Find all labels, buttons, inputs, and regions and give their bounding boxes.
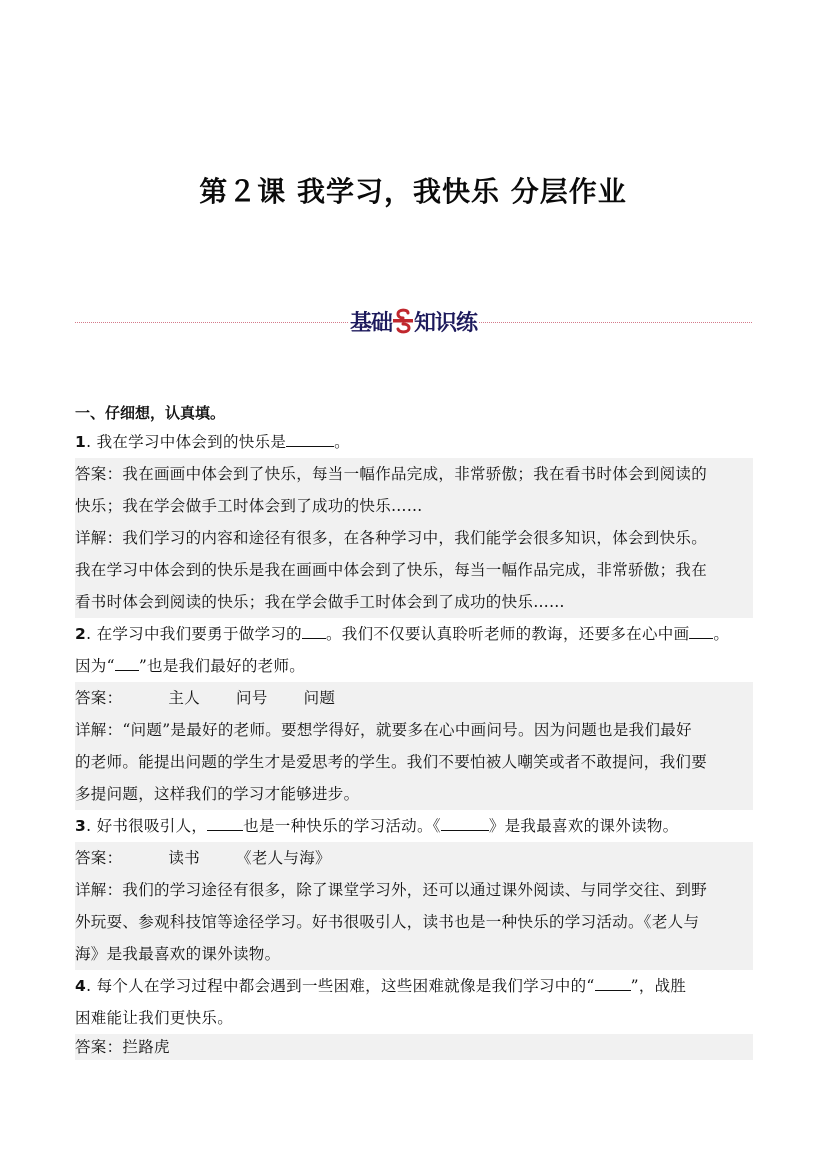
question-4-continued: 困难能让我们更快乐。	[75, 1009, 234, 1027]
answer-item: 《老人与海》	[236, 849, 331, 867]
explanation-line: 详解：我们学习的内容和途径有很多，在各种学习中，我们能学会很多知识，体会到快乐。	[75, 529, 708, 547]
answer-line	[75, 682, 753, 714]
explanation-line: 我在学习中体会到的快乐是我在画画中体会到了快乐，每当一幅作品完成，非常骄傲；我在	[75, 561, 708, 579]
question-4: 4. 每个人在学习过程中都会遇到一些困难，这些困难就像是我们学习中的“ ”，战胜	[75, 977, 687, 995]
answer-item: 主人	[168, 689, 201, 707]
answer-block-2	[75, 682, 753, 810]
answer-block-1	[75, 458, 753, 618]
fill-blank[interactable]	[115, 655, 139, 671]
ribbon-s-icon	[393, 308, 413, 334]
dotted-divider-left	[75, 322, 348, 323]
explanation-line: 海》是我最喜欢的课外读物。	[75, 945, 281, 963]
explanation-line: 多提问题，这样我们的学习才能够进步。	[75, 785, 360, 803]
fill-blank[interactable]	[302, 623, 326, 639]
answer-item: 问号	[236, 689, 268, 707]
answer-item: 拦路虎	[122, 1038, 170, 1056]
explanation-line: 详解：“问题”是最好的老师。要想学得好，就要多在心中画问号。因为问题也是我们最好	[75, 721, 692, 739]
fill-blank[interactable]	[689, 623, 713, 639]
answer-line	[75, 1034, 753, 1060]
explanation-line: 外玩耍、参观科技馆等途径学习。好书很吸引人，读书也是一种快乐的学习活动。《老人与	[75, 913, 700, 931]
answer-item: 问题	[303, 689, 336, 707]
answer-label: 答案：	[75, 689, 123, 707]
explanation-line: 详解：我们的学习途径有很多，除了课堂学习外，还可以通过课外阅读、与同学交往、到野	[75, 881, 708, 899]
answer-line	[75, 842, 753, 874]
fill-blank[interactable]	[441, 815, 489, 831]
banner-text-left: 基础	[349, 310, 392, 336]
page-title: 第２课 我学习，我快乐 分层作业	[199, 175, 627, 208]
answer-line: 快乐；我在学会做手工时体会到了成功的快乐……	[75, 497, 423, 515]
dotted-divider-right	[479, 322, 752, 323]
answer-block-4	[75, 1034, 753, 1060]
answer-line: 答案：我在画画中体会到了快乐，每当一幅作品完成，非常骄傲；我在看书时体会到阅读的	[75, 465, 708, 483]
explanation-label: 详解：	[75, 721, 123, 739]
explanation-line: 的老师。能提出问题的学生才是爱思考的学生。我们不要怕被人嘲笑或者不敢提问，我们要	[75, 753, 708, 771]
answer-item: 读书	[168, 849, 201, 867]
answer-label: 答案：	[75, 1038, 123, 1056]
fill-blank[interactable]	[207, 815, 243, 831]
question-number: 4	[75, 977, 87, 995]
answer-label: 答案：	[75, 465, 123, 483]
answer-block-3	[75, 842, 753, 970]
question-2-continued: 因为“ ”也是我们最好的老师。	[75, 657, 306, 675]
banner-text-right: 知识练	[414, 310, 478, 336]
question-3: 3. 好书很吸引人， 也是一种快乐的学习活动。《 》是我最喜欢的课外读物。	[75, 817, 679, 835]
fill-blank[interactable]	[286, 431, 334, 447]
question-number: 2	[75, 625, 87, 643]
fill-blank[interactable]	[595, 975, 631, 991]
question-2: 2. 在学习中我们要勇于做学习的 。我们不仅要认真聆听老师的教诲，还要多在心中画 。	[75, 625, 730, 643]
question-number-dot: .	[86, 433, 97, 451]
question-1: 1. 我在学习中体会到的快乐是 。	[75, 433, 350, 451]
question-number: 3	[75, 817, 87, 835]
section-banner	[75, 303, 752, 339]
answer-label: 答案：	[75, 849, 123, 867]
question-number: 1	[75, 433, 87, 451]
part-heading: 一、仔细想，认真填。	[75, 404, 226, 422]
worksheet-content	[75, 400, 753, 1060]
explanation-label: 详解：	[75, 529, 123, 547]
explanation-line: 看书时体会到阅读的快乐；我在学会做手工时体会到了成功的快乐……	[75, 593, 565, 611]
section-banner-label	[348, 306, 479, 337]
explanation-label: 详解：	[75, 881, 123, 899]
